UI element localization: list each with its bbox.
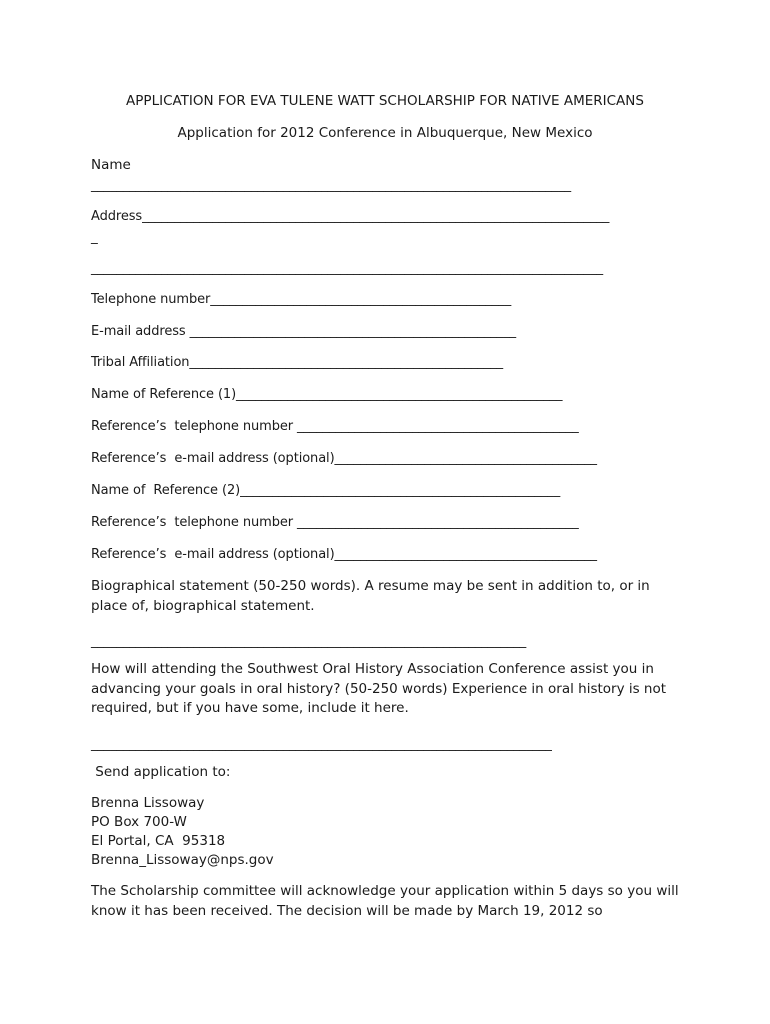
oral-history-question: How will attending the Southwest Oral History Association Conference assist you in advancing your goals in oral history? (50-250 words) Experience in oral history is not required, but if you have some, include it here. (91, 661, 667, 716)
address-field[interactable]: Address_________________________________________________________________________ (91, 209, 610, 224)
send-application-label: Send application to: (91, 764, 231, 780)
address-field-line-2[interactable]: ________________________________________________________________________________ (91, 261, 604, 276)
oral-history-answer-field[interactable]: ________________________________________________________________________ (91, 737, 552, 752)
document-subtitle: Application for 2012 Conference in Albuquerque, New Mexico (177, 125, 593, 141)
reference-2-email-field[interactable]: Reference’s e-mail address (optional)_________________________________________ (91, 547, 597, 562)
reference-1-telephone-field[interactable]: Reference’s telephone number ____________________________________________ (91, 419, 579, 434)
reference-2-telephone-field[interactable]: Reference’s telephone number ____________________________________________ (91, 515, 579, 530)
name-label: Name (91, 157, 131, 173)
recipient-email: Brenna_Lissoway@nps.gov (91, 852, 274, 868)
biographical-statement-field[interactable]: ____________________________________________________________________ (91, 634, 527, 649)
recipient-po-box: PO Box 700-W (91, 814, 187, 830)
mailing-address (91, 794, 274, 870)
name-field[interactable]: ___________________________________________________________________________ (91, 178, 572, 193)
email-field[interactable]: E-mail address ___________________________________________________ (91, 324, 516, 339)
tribal-affiliation-field[interactable]: Tribal Affiliation_________________________________________________ (91, 355, 504, 370)
address-continuation: _ (91, 229, 98, 245)
reference-1-name-field[interactable]: Name of Reference (1)___________________________________________________ (91, 387, 563, 402)
recipient-city: El Portal, CA 95318 (91, 833, 226, 849)
reference-1-email-field[interactable]: Reference’s e-mail address (optional)_________________________________________ (91, 451, 597, 466)
recipient-name: Brenna Lissoway (91, 795, 205, 811)
reference-2-name-field[interactable]: Name of Reference (2)__________________________________________________ (91, 483, 561, 498)
document-title: APPLICATION FOR EVA TULENE WATT SCHOLARSHIP FOR NATIVE AMERICANS (126, 93, 644, 109)
telephone-field[interactable]: Telephone number_______________________________________________ (91, 292, 512, 307)
biographical-statement-instructions: Biographical statement (50-250 words). A resume may be sent in addition to, or in place of, biographical statement. (91, 578, 650, 614)
closing-paragraph: The Scholarship committee will acknowledge your application within 5 days so you will know it has been received. The decision will be made by March 19, 2012 so (91, 883, 679, 919)
